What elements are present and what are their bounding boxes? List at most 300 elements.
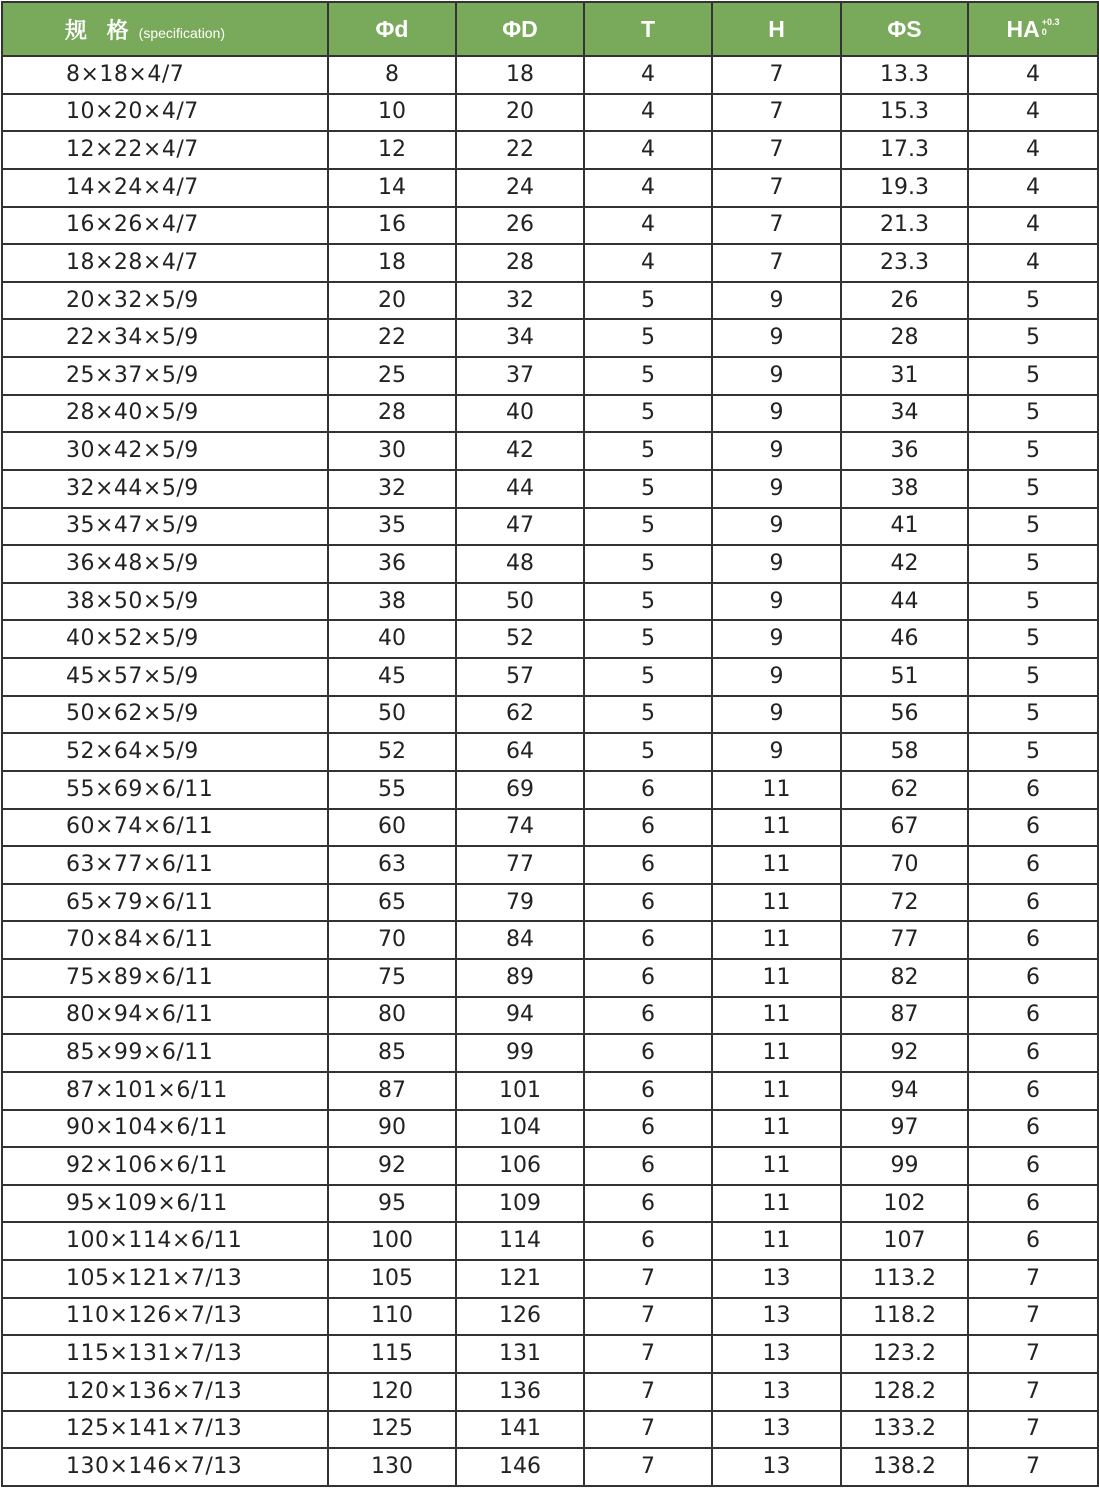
H-cell: 11 (712, 1110, 841, 1148)
d-cell: 30 (328, 432, 456, 470)
S-cell: 36 (841, 432, 968, 470)
S-cell: 51 (841, 658, 968, 696)
d-cell: 105 (328, 1260, 456, 1298)
H-cell: 7 (712, 169, 841, 207)
S-cell: 123.2 (841, 1335, 968, 1373)
D-cell: 106 (456, 1147, 584, 1185)
d-cell: 85 (328, 1034, 456, 1072)
spec-cell: 40×52×5/9 (2, 620, 328, 658)
table-row (2, 658, 1098, 696)
table-row (2, 583, 1098, 621)
HA-tolerance (1042, 17, 1060, 37)
D-cell: 42 (456, 432, 584, 470)
HA-cell: 5 (968, 658, 1098, 696)
table-row (2, 432, 1098, 470)
HA-cell: 7 (968, 1298, 1098, 1336)
H-cell: 9 (712, 470, 841, 508)
T-cell: 6 (584, 771, 712, 809)
table-row (2, 733, 1098, 771)
spec-cell: 14×24×4/7 (2, 169, 328, 207)
T-cell: 6 (584, 809, 712, 847)
H-cell: 11 (712, 921, 841, 959)
HA-cell: 6 (968, 959, 1098, 997)
table-row (2, 1222, 1098, 1260)
H-cell: 9 (712, 696, 841, 734)
HA-cell: 5 (968, 545, 1098, 583)
d-cell: 110 (328, 1298, 456, 1336)
D-cell: 37 (456, 357, 584, 395)
HA-cell: 5 (968, 508, 1098, 546)
H-cell: 11 (712, 771, 841, 809)
H-cell: 7 (712, 244, 841, 282)
D-cell: 136 (456, 1373, 584, 1411)
D-cell: 64 (456, 733, 584, 771)
HA-cell: 4 (968, 207, 1098, 245)
S-cell: 46 (841, 620, 968, 658)
T-cell: 7 (584, 1373, 712, 1411)
D-cell: 74 (456, 809, 584, 847)
spec-cell: 16×26×4/7 (2, 207, 328, 245)
H-cell: 11 (712, 1185, 841, 1223)
S-cell: 97 (841, 1110, 968, 1148)
T-cell: 5 (584, 282, 712, 320)
d-cell: 40 (328, 620, 456, 658)
S-cell: 31 (841, 357, 968, 395)
spec-cell: 110×126×7/13 (2, 1298, 328, 1336)
table-row (2, 1448, 1098, 1486)
HA-cell: 6 (968, 771, 1098, 809)
T-cell: 6 (584, 1222, 712, 1260)
HA-cell: 6 (968, 846, 1098, 884)
spec-cell: 50×62×5/9 (2, 696, 328, 734)
d-cell: 25 (328, 357, 456, 395)
D-cell: 89 (456, 959, 584, 997)
table-row (2, 959, 1098, 997)
H-cell: 9 (712, 733, 841, 771)
d-cell: 55 (328, 771, 456, 809)
spec-cell: 36×48×5/9 (2, 545, 328, 583)
d-cell: 125 (328, 1411, 456, 1449)
d-cell: 38 (328, 583, 456, 621)
H-cell: 13 (712, 1411, 841, 1449)
spec-column-header (2, 2, 328, 56)
d-cell: 16 (328, 207, 456, 245)
spec-cell: 70×84×6/11 (2, 921, 328, 959)
S-cell: 38 (841, 470, 968, 508)
d-cell: 50 (328, 696, 456, 734)
D-cell: 104 (456, 1110, 584, 1148)
T-cell: 5 (584, 432, 712, 470)
HA-cell: 4 (968, 169, 1098, 207)
D-cell: 50 (456, 583, 584, 621)
S-column-header: ΦS (841, 2, 968, 56)
H-cell: 11 (712, 1034, 841, 1072)
d-cell: 120 (328, 1373, 456, 1411)
d-cell: 45 (328, 658, 456, 696)
D-cell: 99 (456, 1034, 584, 1072)
d-cell: 14 (328, 169, 456, 207)
spec-cell: 92×106×6/11 (2, 1147, 328, 1185)
HA-cell: 5 (968, 470, 1098, 508)
d-cell: 32 (328, 470, 456, 508)
S-cell: 128.2 (841, 1373, 968, 1411)
spec-cell: 20×32×5/9 (2, 282, 328, 320)
table-row (2, 169, 1098, 207)
HA-cell: 6 (968, 1147, 1098, 1185)
HA-cell: 7 (968, 1373, 1098, 1411)
spec-cell: 115×131×7/13 (2, 1335, 328, 1373)
spec-cell: 55×69×6/11 (2, 771, 328, 809)
D-cell: 101 (456, 1072, 584, 1110)
H-cell: 9 (712, 658, 841, 696)
spec-cell: 60×74×6/11 (2, 809, 328, 847)
HA-cell: 6 (968, 921, 1098, 959)
T-cell: 4 (584, 169, 712, 207)
D-cell: 47 (456, 508, 584, 546)
D-cell: 84 (456, 921, 584, 959)
S-cell: 21.3 (841, 207, 968, 245)
HA-cell: 7 (968, 1260, 1098, 1298)
table-row (2, 94, 1098, 132)
HA-cell: 5 (968, 733, 1098, 771)
table-row (2, 1260, 1098, 1298)
table-row (2, 1110, 1098, 1148)
S-cell: 56 (841, 696, 968, 734)
S-cell: 28 (841, 319, 968, 357)
table-row (2, 921, 1098, 959)
HA-header-label: HA (1006, 15, 1040, 42)
H-cell: 13 (712, 1448, 841, 1486)
HA-cell: 7 (968, 1448, 1098, 1486)
table-row (2, 696, 1098, 734)
H-cell: 11 (712, 884, 841, 922)
HA-cell: 4 (968, 244, 1098, 282)
S-cell: 94 (841, 1072, 968, 1110)
HA-cell: 4 (968, 94, 1098, 132)
T-cell: 6 (584, 1147, 712, 1185)
D-cell: 131 (456, 1335, 584, 1373)
d-cell: 90 (328, 1110, 456, 1148)
HA-cell: 5 (968, 357, 1098, 395)
HA-cell: 5 (968, 432, 1098, 470)
spec-cell: 10×20×4/7 (2, 94, 328, 132)
D-cell: 121 (456, 1260, 584, 1298)
d-cell: 12 (328, 131, 456, 169)
spec-cell: 80×94×6/11 (2, 997, 328, 1035)
spec-cell: 22×34×5/9 (2, 319, 328, 357)
T-column-header: T (584, 2, 712, 56)
spec-cell: 8×18×4/7 (2, 56, 328, 94)
spec-cell: 52×64×5/9 (2, 733, 328, 771)
H-cell: 11 (712, 997, 841, 1035)
spec-header-label: 规 格 (65, 18, 135, 44)
T-cell: 5 (584, 733, 712, 771)
S-cell: 67 (841, 809, 968, 847)
S-cell: 44 (841, 583, 968, 621)
D-cell: 52 (456, 620, 584, 658)
S-cell: 72 (841, 884, 968, 922)
table-row (2, 319, 1098, 357)
T-cell: 4 (584, 244, 712, 282)
spec-cell: 32×44×5/9 (2, 470, 328, 508)
d-cell: 18 (328, 244, 456, 282)
H-cell: 7 (712, 94, 841, 132)
table-row (2, 508, 1098, 546)
HA-cell: 5 (968, 583, 1098, 621)
D-cell: 69 (456, 771, 584, 809)
spec-cell: 65×79×6/11 (2, 884, 328, 922)
T-cell: 6 (584, 1185, 712, 1223)
H-cell: 9 (712, 620, 841, 658)
H-column-header: H (712, 2, 841, 56)
table-row (2, 884, 1098, 922)
table-row (2, 545, 1098, 583)
T-cell: 5 (584, 395, 712, 433)
d-cell: 115 (328, 1335, 456, 1373)
spec-cell: 18×28×4/7 (2, 244, 328, 282)
d-cell: 52 (328, 733, 456, 771)
T-cell: 5 (584, 620, 712, 658)
D-cell: 77 (456, 846, 584, 884)
HA-column-header (968, 2, 1098, 56)
S-cell: 87 (841, 997, 968, 1035)
D-cell: 114 (456, 1222, 584, 1260)
T-cell: 5 (584, 583, 712, 621)
T-cell: 7 (584, 1298, 712, 1336)
H-cell: 7 (712, 131, 841, 169)
D-cell: 26 (456, 207, 584, 245)
HA-cell: 5 (968, 319, 1098, 357)
T-cell: 7 (584, 1411, 712, 1449)
T-cell: 5 (584, 319, 712, 357)
D-cell: 57 (456, 658, 584, 696)
H-cell: 13 (712, 1335, 841, 1373)
H-cell: 9 (712, 508, 841, 546)
d-cell: 95 (328, 1185, 456, 1223)
H-cell: 11 (712, 959, 841, 997)
HA-cell: 4 (968, 131, 1098, 169)
H-cell: 9 (712, 319, 841, 357)
spec-cell: 90×104×6/11 (2, 1110, 328, 1148)
HA-cell: 5 (968, 282, 1098, 320)
D-cell: 32 (456, 282, 584, 320)
H-cell: 9 (712, 357, 841, 395)
table-row (2, 620, 1098, 658)
spec-table (1, 1, 1099, 1487)
S-cell: 99 (841, 1147, 968, 1185)
spec-cell: 35×47×5/9 (2, 508, 328, 546)
d-cell: 35 (328, 508, 456, 546)
table-row (2, 244, 1098, 282)
table-row (2, 1072, 1098, 1110)
T-cell: 5 (584, 696, 712, 734)
H-cell: 13 (712, 1260, 841, 1298)
S-cell: 107 (841, 1222, 968, 1260)
D-cell: 34 (456, 319, 584, 357)
S-cell: 58 (841, 733, 968, 771)
S-cell: 70 (841, 846, 968, 884)
S-cell: 77 (841, 921, 968, 959)
T-cell: 6 (584, 1072, 712, 1110)
T-cell: 5 (584, 357, 712, 395)
spec-cell: 95×109×6/11 (2, 1185, 328, 1223)
table-row (2, 1185, 1098, 1223)
S-cell: 102 (841, 1185, 968, 1223)
D-cell: 146 (456, 1448, 584, 1486)
D-cell: 44 (456, 470, 584, 508)
table-row (2, 771, 1098, 809)
T-cell: 6 (584, 846, 712, 884)
HA-cell: 6 (968, 809, 1098, 847)
H-cell: 7 (712, 56, 841, 94)
HA-cell: 6 (968, 884, 1098, 922)
spec-cell: 125×141×7/13 (2, 1411, 328, 1449)
S-cell: 23.3 (841, 244, 968, 282)
d-cell: 10 (328, 94, 456, 132)
table-row (2, 56, 1098, 94)
d-cell: 36 (328, 545, 456, 583)
d-cell: 70 (328, 921, 456, 959)
spec-cell: 28×40×5/9 (2, 395, 328, 433)
T-cell: 5 (584, 470, 712, 508)
T-cell: 4 (584, 94, 712, 132)
spec-header-english: (specification) (138, 24, 226, 41)
table-row (2, 1298, 1098, 1336)
T-cell: 5 (584, 508, 712, 546)
HA-cell: 5 (968, 395, 1098, 433)
S-cell: 34 (841, 395, 968, 433)
S-cell: 19.3 (841, 169, 968, 207)
d-cell: 22 (328, 319, 456, 357)
table-row (2, 1335, 1098, 1373)
D-cell: 40 (456, 395, 584, 433)
spec-cell: 87×101×6/11 (2, 1072, 328, 1110)
spec-cell: 120×136×7/13 (2, 1373, 328, 1411)
D-cell: 48 (456, 545, 584, 583)
HA-tolerance-lower: 0 (1041, 27, 1047, 38)
d-cell: 75 (328, 959, 456, 997)
spec-cell: 105×121×7/13 (2, 1260, 328, 1298)
T-cell: 7 (584, 1335, 712, 1373)
HA-cell: 7 (968, 1411, 1098, 1449)
table-row (2, 207, 1098, 245)
S-cell: 113.2 (841, 1260, 968, 1298)
d-cell: 100 (328, 1222, 456, 1260)
H-cell: 11 (712, 1222, 841, 1260)
H-cell: 11 (712, 846, 841, 884)
d-cell: 80 (328, 997, 456, 1035)
d-cell: 92 (328, 1147, 456, 1185)
d-cell: 60 (328, 809, 456, 847)
S-cell: 15.3 (841, 94, 968, 132)
D-cell: 94 (456, 997, 584, 1035)
D-cell: 28 (456, 244, 584, 282)
spec-cell: 30×42×5/9 (2, 432, 328, 470)
d-column-header: Φd (328, 2, 456, 56)
H-cell: 9 (712, 282, 841, 320)
H-cell: 11 (712, 1147, 841, 1185)
H-cell: 11 (712, 809, 841, 847)
d-cell: 65 (328, 884, 456, 922)
table-row (2, 395, 1098, 433)
H-cell: 13 (712, 1373, 841, 1411)
H-cell: 9 (712, 545, 841, 583)
T-cell: 4 (584, 56, 712, 94)
D-cell: 141 (456, 1411, 584, 1449)
S-cell: 62 (841, 771, 968, 809)
S-cell: 118.2 (841, 1298, 968, 1336)
D-column-header: ΦD (456, 2, 584, 56)
table-row (2, 357, 1098, 395)
S-cell: 82 (841, 959, 968, 997)
D-cell: 126 (456, 1298, 584, 1336)
d-cell: 28 (328, 395, 456, 433)
HA-cell: 4 (968, 56, 1098, 94)
table-row (2, 846, 1098, 884)
spec-cell: 130×146×7/13 (2, 1448, 328, 1486)
HA-cell: 6 (968, 1110, 1098, 1148)
spec-cell: 12×22×4/7 (2, 131, 328, 169)
S-cell: 41 (841, 508, 968, 546)
d-cell: 87 (328, 1072, 456, 1110)
table-row (2, 470, 1098, 508)
spec-cell: 63×77×6/11 (2, 846, 328, 884)
D-cell: 109 (456, 1185, 584, 1223)
D-cell: 22 (456, 131, 584, 169)
HA-tolerance-upper: +0.3 (1041, 17, 1060, 28)
T-cell: 7 (584, 1260, 712, 1298)
D-cell: 79 (456, 884, 584, 922)
HA-cell: 6 (968, 1034, 1098, 1072)
HA-cell: 5 (968, 696, 1098, 734)
S-cell: 26 (841, 282, 968, 320)
spec-cell: 75×89×6/11 (2, 959, 328, 997)
d-cell: 8 (328, 56, 456, 94)
D-cell: 18 (456, 56, 584, 94)
HA-cell: 6 (968, 997, 1098, 1035)
H-cell: 7 (712, 207, 841, 245)
D-cell: 24 (456, 169, 584, 207)
d-cell: 63 (328, 846, 456, 884)
HA-cell: 5 (968, 620, 1098, 658)
H-cell: 11 (712, 1072, 841, 1110)
S-cell: 138.2 (841, 1448, 968, 1486)
header-row (2, 2, 1098, 56)
table-body (2, 56, 1098, 1486)
table-row (2, 131, 1098, 169)
HA-cell: 6 (968, 1072, 1098, 1110)
table-row (2, 1411, 1098, 1449)
T-cell: 6 (584, 921, 712, 959)
T-cell: 4 (584, 207, 712, 245)
D-cell: 20 (456, 94, 584, 132)
T-cell: 6 (584, 959, 712, 997)
HA-cell: 6 (968, 1222, 1098, 1260)
H-cell: 13 (712, 1298, 841, 1336)
S-cell: 13.3 (841, 56, 968, 94)
spec-cell: 45×57×5/9 (2, 658, 328, 696)
table-row (2, 1147, 1098, 1185)
H-cell: 9 (712, 583, 841, 621)
D-cell: 62 (456, 696, 584, 734)
table-row (2, 1034, 1098, 1072)
HA-cell: 7 (968, 1335, 1098, 1373)
table-row (2, 282, 1098, 320)
T-cell: 4 (584, 131, 712, 169)
S-cell: 42 (841, 545, 968, 583)
spec-cell: 38×50×5/9 (2, 583, 328, 621)
T-cell: 7 (584, 1448, 712, 1486)
